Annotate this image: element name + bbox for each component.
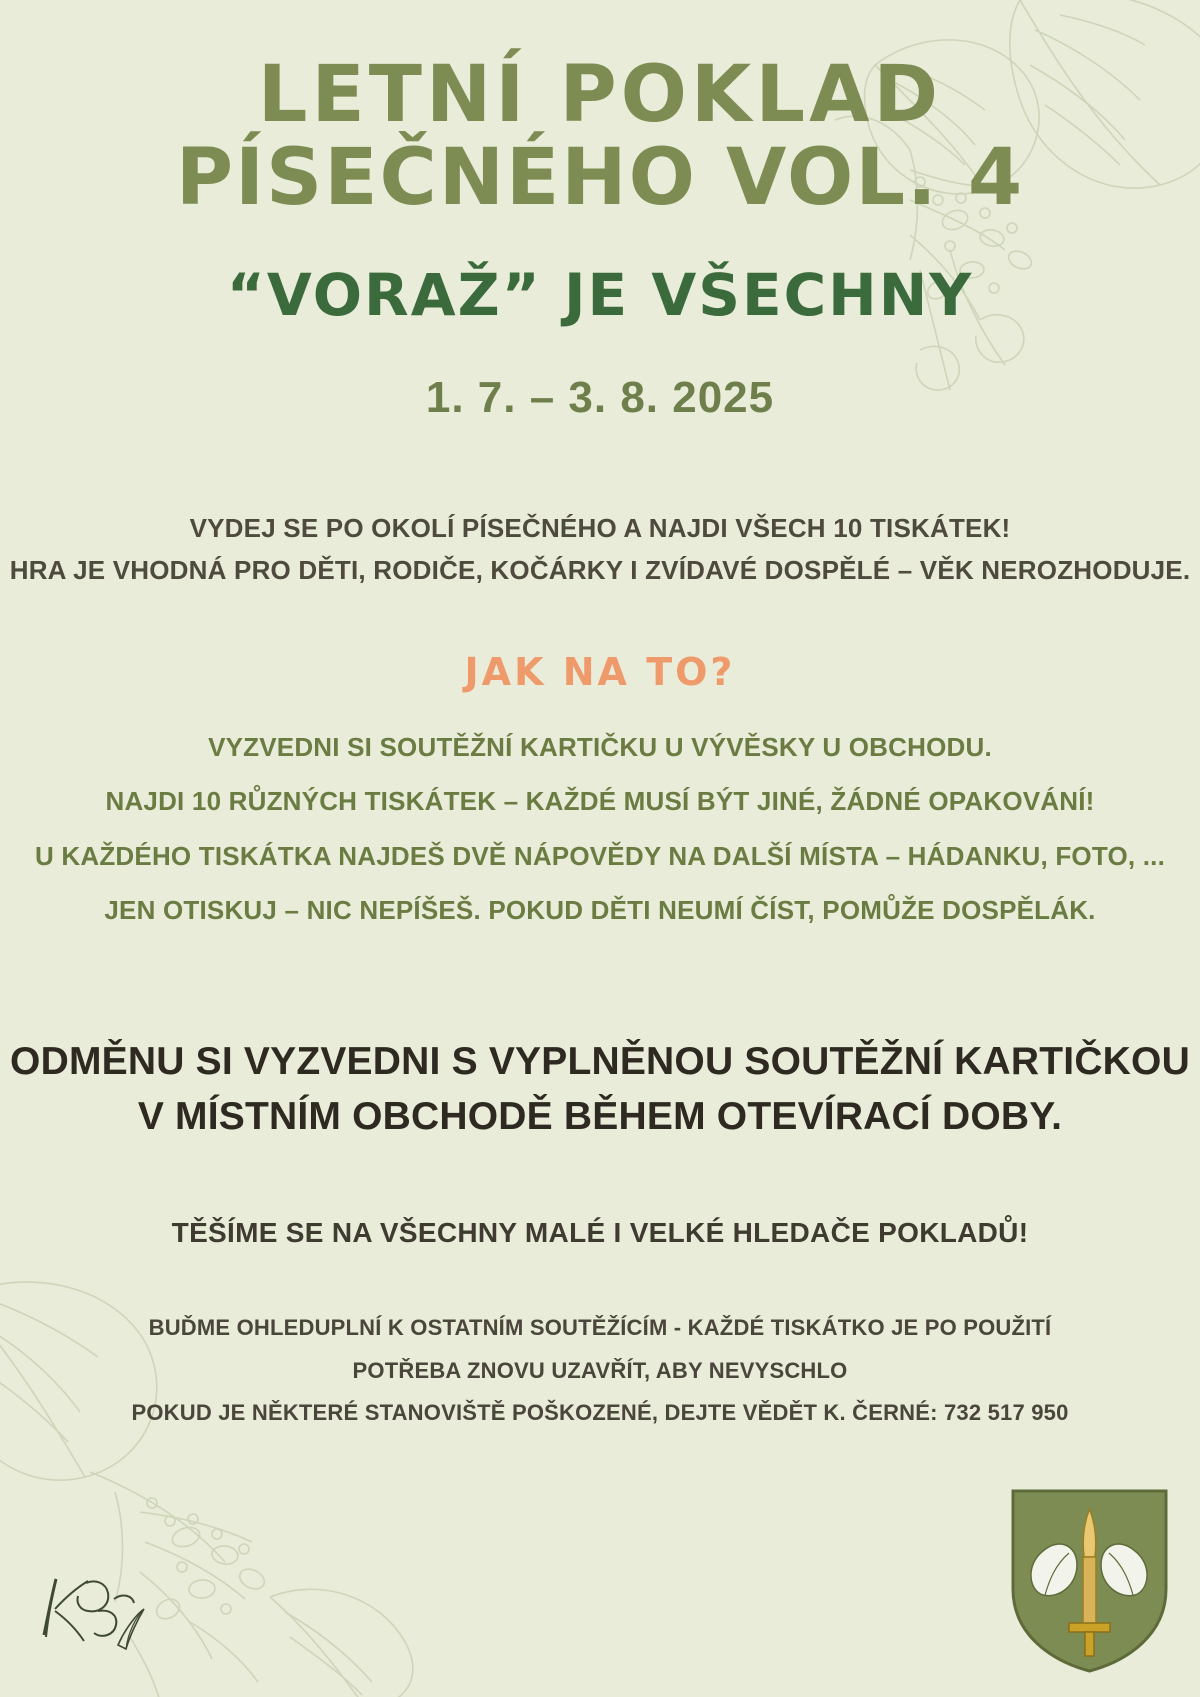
intro-line-1: VYDEJ SE PO OKOLÍ PÍSEČNÉHO A NAJDI VŠECH 10 TISKÁTEK! [189,513,1011,544]
intro-paragraph [0,507,1200,591]
steps-list [0,720,1200,938]
fineprint-line-3: POKUD JE NĚKTERÉ STANOVIŠTĚ POŠKOZENÉ, DEJTE VĚDĚT K. ČERNÉ: 732 517 950 [131,1400,1069,1426]
reward-line-2: V MÍSTNÍM OBCHODĚ BĚHEM OTEVÍRACÍ DOBY. [137,1095,1063,1139]
step-item-1: VYZVEDNI SI SOUTĚŽNÍ KARTIČKU U VÝVĚSKY U OBCHODU. [208,731,992,762]
subtitle: “VORAŽ” JE VŠECHNY [226,261,974,330]
reward-notice [0,1034,1200,1145]
fineprint-line-1: BUĎME OHLEDUPLNÍ K OSTATNÍM SOUTĚŽÍCÍM - KAŽDÉ TISKÁTKO JE PO POUŽITÍ [148,1314,1052,1340]
step-item-3: U KAŽDÉHO TISKÁTKA NAJDEŠ DVĚ NÁPOVĚDY NA DALŠÍ MÍSTA – HÁDANKU, FOTO, ... [35,840,1165,871]
municipal-coat-of-arms [1007,1485,1172,1675]
fineprint-notes [0,1307,1200,1436]
club-logo-icon [26,1553,146,1663]
reward-line-1: ODMĚNU SI VYZVEDNI S VYPLNĚNOU SOUTĚŽNÍ KARTIČKOU [10,1039,1190,1083]
closing-message: TĚŠÍME SE NA VŠECHNY MALÉ I VELKÉ HLEDAČE POKLADŮ! [171,1216,1029,1248]
title-line-1: LETNÍ POKLAD [257,50,943,140]
step-item-2: NAJDI 10 RŮZNÝCH TISKÁTEK – KAŽDÉ MUSÍ BÝT JINÉ, ŽÁDNÉ OPAKOVÁNÍ! [105,786,1095,817]
intro-line-2: HRA JE VHODNÁ PRO DĚTI, RODIČE, KOČÁRKY I ZVÍDAVÉ DOSPĚLÉ – VĚK NEROZHODUJE. [9,555,1191,586]
fineprint-line-2: POTŘEBA ZNOVU UZAVŘÍT, ABY NEVYSCHLO [352,1357,848,1383]
step-item-4: JEN OTISKUJ – NIC NEPÍŠEŠ. POKUD DĚTI NEUMÍ ČÍST, POMŮŽE DOSPĚLÁK. [104,895,1096,926]
event-dates: 1. 7. – 3. 8. 2025 [425,373,775,423]
page-title [30,50,1170,223]
title-line-2: PÍSEČNÉHO VOL. 4 [175,132,1025,223]
howto-heading: JAK NA TO? [464,649,736,694]
